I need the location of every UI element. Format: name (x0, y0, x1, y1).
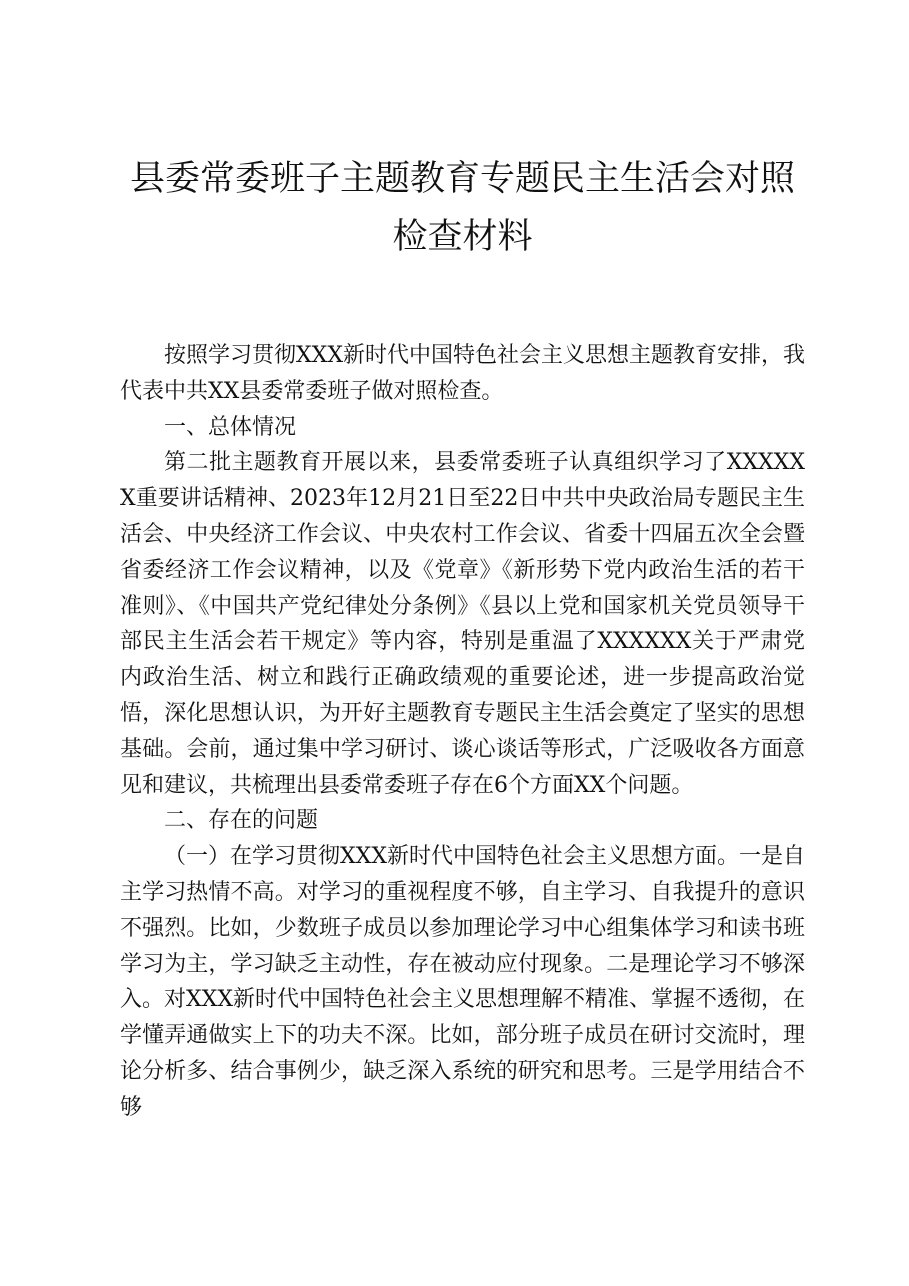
intro-paragraph: 按照学习贯彻XXX新时代中国特色社会主义思想主题教育安排，我代表中共XX县委常委班子做对照检查。 (120, 343, 805, 404)
document-title: 县委常委班子主题教育专题民主生活会对照检查材料 (129, 159, 795, 257)
document-body (120, 338, 805, 1126)
section-heading-overview: 一、总体情况 (164, 414, 297, 440)
section-heading-problems: 二、存在的问题 (164, 808, 319, 834)
problems-paragraph: （一）在学习贯彻XXX新时代中国特色社会主义思想方面。一是自主学习热情不高。对学习的重视程度不够，自主学习、自我提升的意识不强烈。比如，少数班子成员以参加理论学习中心组集体学习和读书班学习为主，学习缺乏主动性，存在被动应付现象。二是理论学习不够深入。对XXX新时代中国特色社会主义思想理解不精准、掌握不透彻，在学懂弄通做实上下的功夫不深。比如，部分班子成员在研讨交流时，理论分析多、结合事例少，缺乏深入系统的研究和思考。三是学用结合不够 (120, 844, 805, 1120)
overview-paragraph: 第二批主题教育开展以来，县委常委班子认真组织学习了XXXXXX重要讲话精神、2023年12月21日至22日中共中央政治局专题民主生活会、中央经济工作会议、中央农村工作会议、省委十四届五次全会暨省委经济工作会议精神，以及《党章》《新形势下党内政治生活的若干准则》、《中国共产党纪律处分条例》《县以上党和国家机关党员领导干部民主生活会若干规定》等内容，特别是重温了XXXXXX关于严肃党内政治生活、树立和践行正确政绩观的重要论述，进一步提高政治觉悟，深化思想认识，为开好主题教育专题民主生活会奠定了坚实的思想基础。会前，通过集中学习研讨、谈心谈话等形式，广泛吸收各方面意见和建议，共梳理出县委常委班子存在6个方面XX个问题。 (120, 450, 805, 798)
document-page (120, 150, 805, 1126)
